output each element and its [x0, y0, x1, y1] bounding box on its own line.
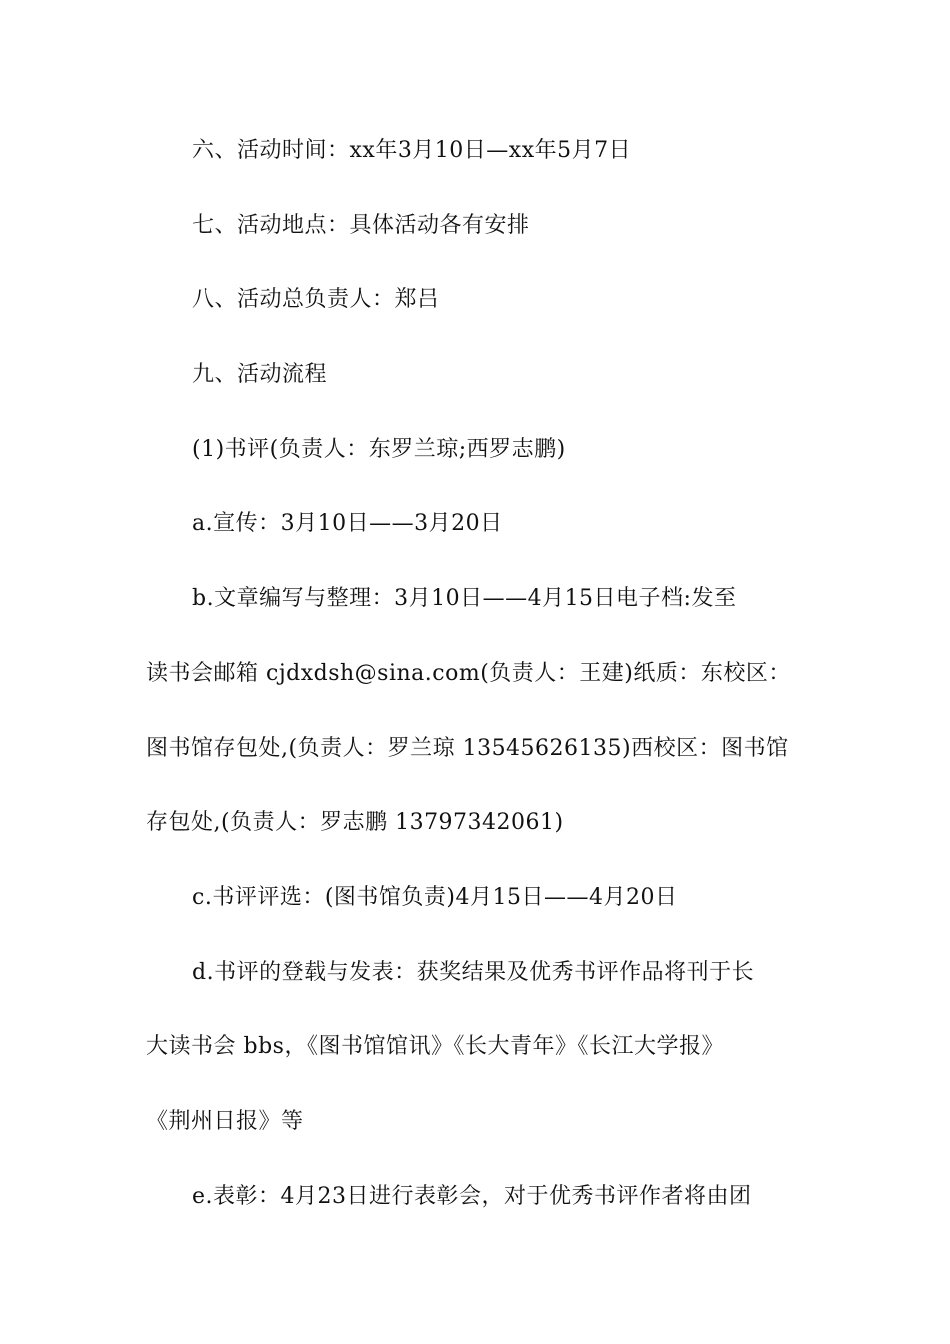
- item-writing-arrangement: b.文章编写与整理：3月10日——4月15日电子档:发至: [192, 586, 737, 611]
- section-activity-location: 七、活动地点：具体活动各有安排: [192, 213, 530, 238]
- item-commendation: e.表彰：4月23日进行表彰会，对于优秀书评作者将由团: [192, 1184, 752, 1209]
- section-activity-time: 六、活动时间：xx年3月10日—xx年5月7日: [192, 138, 632, 163]
- item-publicity: a.宣传：3月10日——3月20日: [192, 511, 503, 536]
- item-review-selection: c.书评评选：(图书馆负责)4月15日——4月20日: [192, 885, 678, 910]
- subsection-book-review: (1)书评(负责人：东罗兰琼;西罗志鹏): [192, 437, 566, 462]
- item-publication-cont-1: 大读书会 bbs，《图书馆馆讯》《长大青年》《长江大学报》: [146, 1034, 724, 1059]
- item-writing-arrangement-cont-1: 读书会邮箱 cjdxdsh@sina.com(负责人：王建)纸质：东校区：: [146, 661, 791, 686]
- item-publication: d.书评的登载与发表：获奖结果及优秀书评作品将刊于长: [192, 960, 755, 985]
- section-activity-process: 九、活动流程: [192, 362, 328, 387]
- item-writing-arrangement-cont-2: 图书馆存包处,(负责人：罗兰琼 13545626135)西校区：图书馆: [146, 736, 789, 761]
- item-writing-arrangement-cont-3: 存包处,(负责人：罗志鹏 13797342061): [146, 810, 564, 835]
- item-publication-cont-2: 《荆州日报》等: [146, 1109, 304, 1134]
- section-activity-leader: 八、活动总负责人：郑吕: [192, 287, 440, 312]
